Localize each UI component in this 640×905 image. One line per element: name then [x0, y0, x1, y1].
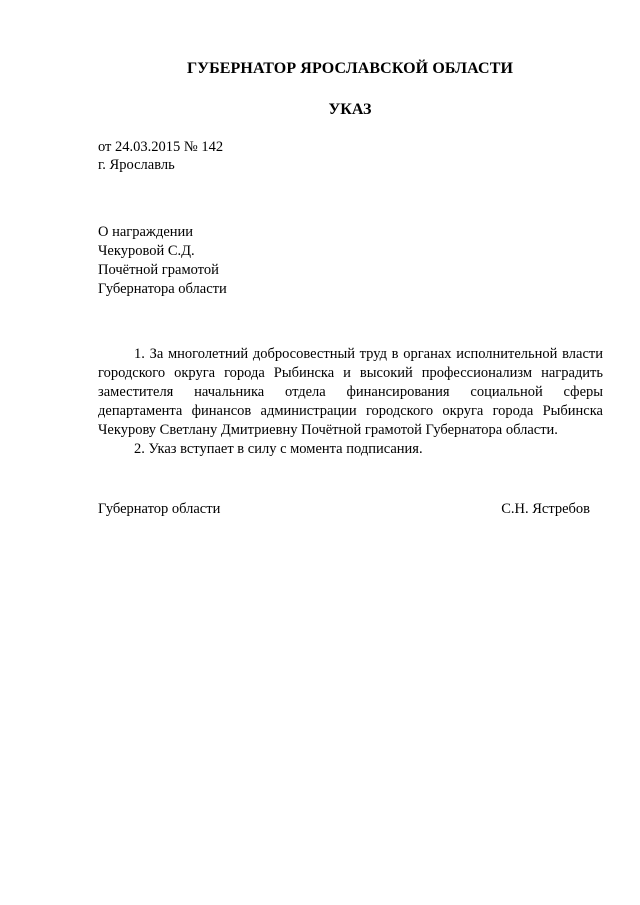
document-type-title: УКАЗ — [328, 101, 372, 118]
subject-line: Губернатора области — [98, 281, 227, 297]
decree-body — [98, 345, 603, 459]
issuing-authority-title: ГУБЕРНАТОР ЯРОСЛАВСКОЙ ОБЛАСТИ — [186, 60, 514, 77]
subject-line: О награждении — [98, 224, 194, 240]
signatory-name: С.Н. Ястребов — [501, 501, 590, 517]
decree-paragraph-2: 2. Указ вступает в силу с момента подписания. — [134, 441, 423, 457]
subject-block — [98, 223, 227, 299]
date-number-line: от 24.03.2015 № 142 — [98, 139, 224, 155]
subject-line: Чекуровой С.Д. — [98, 243, 195, 259]
subject-line: Почётной грамотой — [98, 262, 219, 278]
document-meta — [98, 138, 223, 174]
decree-paragraph-1: 1. За многолетний добросовестный труд в органах исполнительной власти городского округа города Рыбинска и высокий профессионализм наградить заместителя начальника отдела финансирования социальной сферы департамента финансов администрации городского округа города Рыбинска Чекурову Светлану Дмитриевну Почётной грамотой Губернатора области. — [98, 346, 603, 438]
signatory-position: Губернатор области — [98, 501, 221, 517]
city-line: г. Ярославль — [98, 157, 175, 173]
